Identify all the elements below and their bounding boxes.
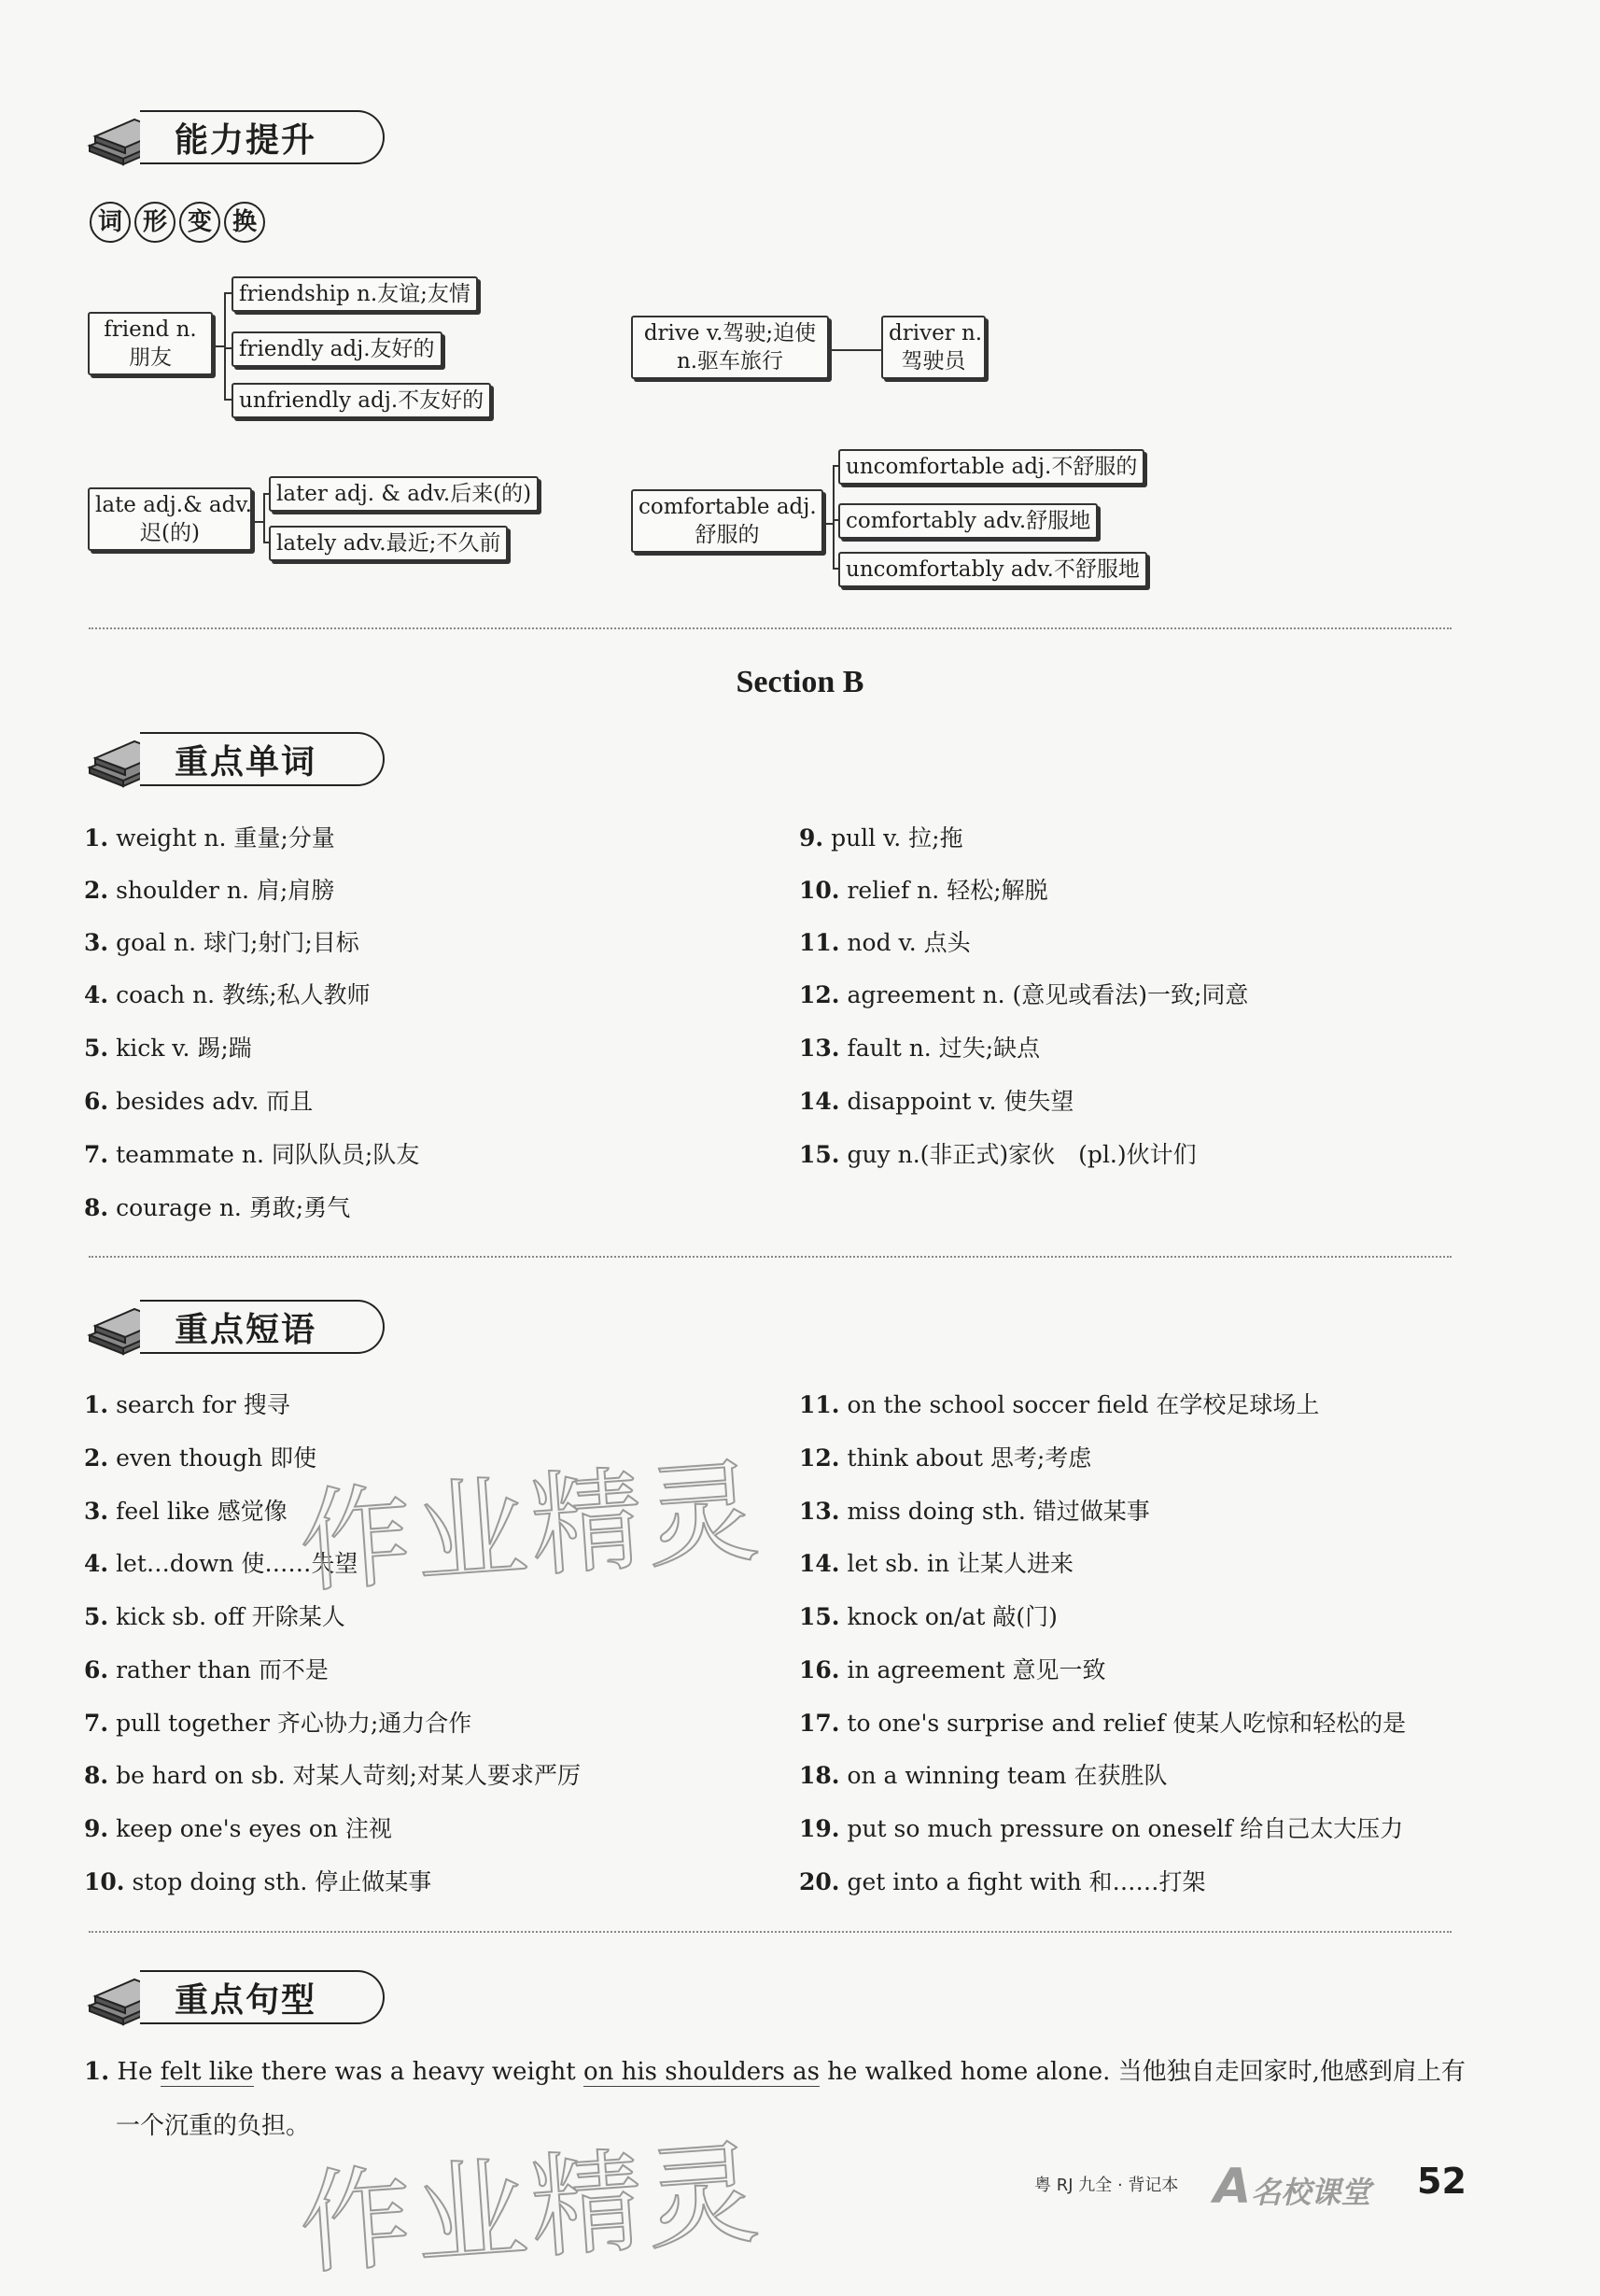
late-derived-1: later adj. & adv.后来(的) (269, 476, 539, 512)
section-b-title: Section B (736, 665, 864, 699)
section-title: 重点句型 (175, 1980, 317, 2020)
list-item: 7. pull together 齐心协力;通力合作 (84, 1710, 472, 1737)
drive-root-box: drive v.驾驶;迫使 n.驱车旅行 (631, 316, 829, 379)
comfortable-derived-3: uncomfortably adv.不舒服地 (838, 552, 1147, 587)
list-item: 14. let sb. in 让某人进来 (799, 1550, 1074, 1577)
list-item: 8. courage n. 勇敢;勇气 (84, 1194, 351, 1221)
list-item: 3. goal n. 球门;射门;目标 (84, 929, 359, 956)
list-item: 6. rather than 而不是 (84, 1656, 329, 1683)
section-header-vocab (86, 730, 366, 788)
section-header-phrases (86, 1298, 366, 1356)
list-item: 16. in agreement 意见一致 (799, 1656, 1106, 1683)
brand-logo: A名校课堂 (1214, 2159, 1371, 2215)
list-item: 10. stop doing sth. 停止做某事 (84, 1868, 432, 1895)
section-header-sentences (86, 1968, 366, 2026)
comfortable-derived-1: uncomfortable adj.不舒服的 (838, 449, 1144, 485)
divider (89, 627, 1452, 629)
list-item: 11. on the school soccer field 在学校足球场上 (799, 1391, 1320, 1418)
list-item: 14. disappoint v. 使失望 (799, 1088, 1074, 1115)
friend-derived-3: unfriendly adj.不友好的 (232, 383, 491, 418)
section-title: 重点短语 (175, 1310, 317, 1349)
list-item: 17. to one's surprise and relief 使某人吃惊和轻松的是 (799, 1710, 1407, 1737)
list-item: 3. feel like 感觉像 (84, 1498, 288, 1525)
word-forms-title: 词 形 变 换 (90, 202, 269, 243)
list-item: 5. kick sb. off 开除某人 (84, 1603, 345, 1630)
footer-info: 粤 RJ 九全 · 背记本 (1034, 2176, 1179, 2195)
drive-derived-box: driver n. 驾驶员 (881, 316, 986, 379)
list-item: 18. on a winning team 在获胜队 (799, 1762, 1168, 1789)
list-item: 10. relief n. 轻松;解脱 (799, 877, 1048, 904)
page-number: 52 (1417, 2161, 1467, 2202)
section-title: 重点单词 (175, 742, 317, 782)
late-derived-2: lately adv.最近;不久前 (269, 526, 508, 561)
divider (89, 1931, 1452, 1933)
list-item: 6. besides adv. 而且 (84, 1088, 314, 1115)
comfortable-derived-2: comfortably adv.舒服地 (838, 503, 1098, 539)
list-item: 12. agreement n. (意见或看法)一致;同意 (799, 981, 1249, 1008)
section-header-ability (86, 108, 366, 166)
divider (89, 1256, 1452, 1258)
list-item: 15. knock on/at 敲(门) (799, 1603, 1058, 1630)
list-item: 5. kick v. 踢;踹 (84, 1035, 252, 1062)
friend-derived-1: friendship n.友谊;友情 (232, 276, 478, 312)
list-item: 15. guy n.(非正式)家伙 (pl.)伙计们 (799, 1141, 1197, 1168)
friend-root-box: friend n. 朋友 (88, 312, 213, 375)
list-item: 9. pull v. 拉;拖 (799, 824, 963, 852)
friend-derived-2: friendly adj.友好的 (232, 331, 442, 367)
list-item: 19. put so much pressure on oneself 给自己太大压力 (799, 1815, 1404, 1842)
list-item: 2. even though 即使 (84, 1444, 317, 1472)
list-item: 7. teammate n. 同队队员;队友 (84, 1141, 420, 1168)
late-root-box: late adj.& adv. 迟(的) (88, 487, 252, 551)
list-item: 13. miss doing sth. 错过做某事 (799, 1498, 1150, 1525)
list-item: 12. think about 思考;考虑 (799, 1444, 1092, 1472)
list-item: 13. fault n. 过失;缺点 (799, 1035, 1041, 1062)
watermark: 作业精灵 (295, 1446, 766, 1610)
list-item: 11. nod v. 点头 (799, 929, 971, 956)
list-item: 8. be hard on sb. 对某人苛刻;对某人要求严厉 (84, 1762, 581, 1789)
list-item: 1. weight n. 重量;分量 (84, 824, 335, 852)
list-item: 4. let…down 使……失望 (84, 1550, 358, 1577)
list-item: 9. keep one's eyes on 注视 (84, 1815, 392, 1842)
section-title: 能力提升 (175, 120, 317, 160)
watermark: 作业精灵 (295, 2128, 766, 2291)
list-item: 20. get into a fight with 和……打架 (799, 1868, 1206, 1895)
list-item: 4. coach n. 教练;私人教师 (84, 981, 371, 1008)
list-item: 1. search for 搜寻 (84, 1391, 290, 1418)
comfortable-root-box: comfortable adj. 舒服的 (631, 489, 823, 553)
key-sentence-1: 1. He felt like there was a heavy weight on his shoulders as he walked home alone. 当他独自走回家时,他感到肩上有 一个沉重的负担。 (84, 2058, 1466, 2140)
list-item: 2. shoulder n. 肩;肩膀 (84, 877, 335, 904)
